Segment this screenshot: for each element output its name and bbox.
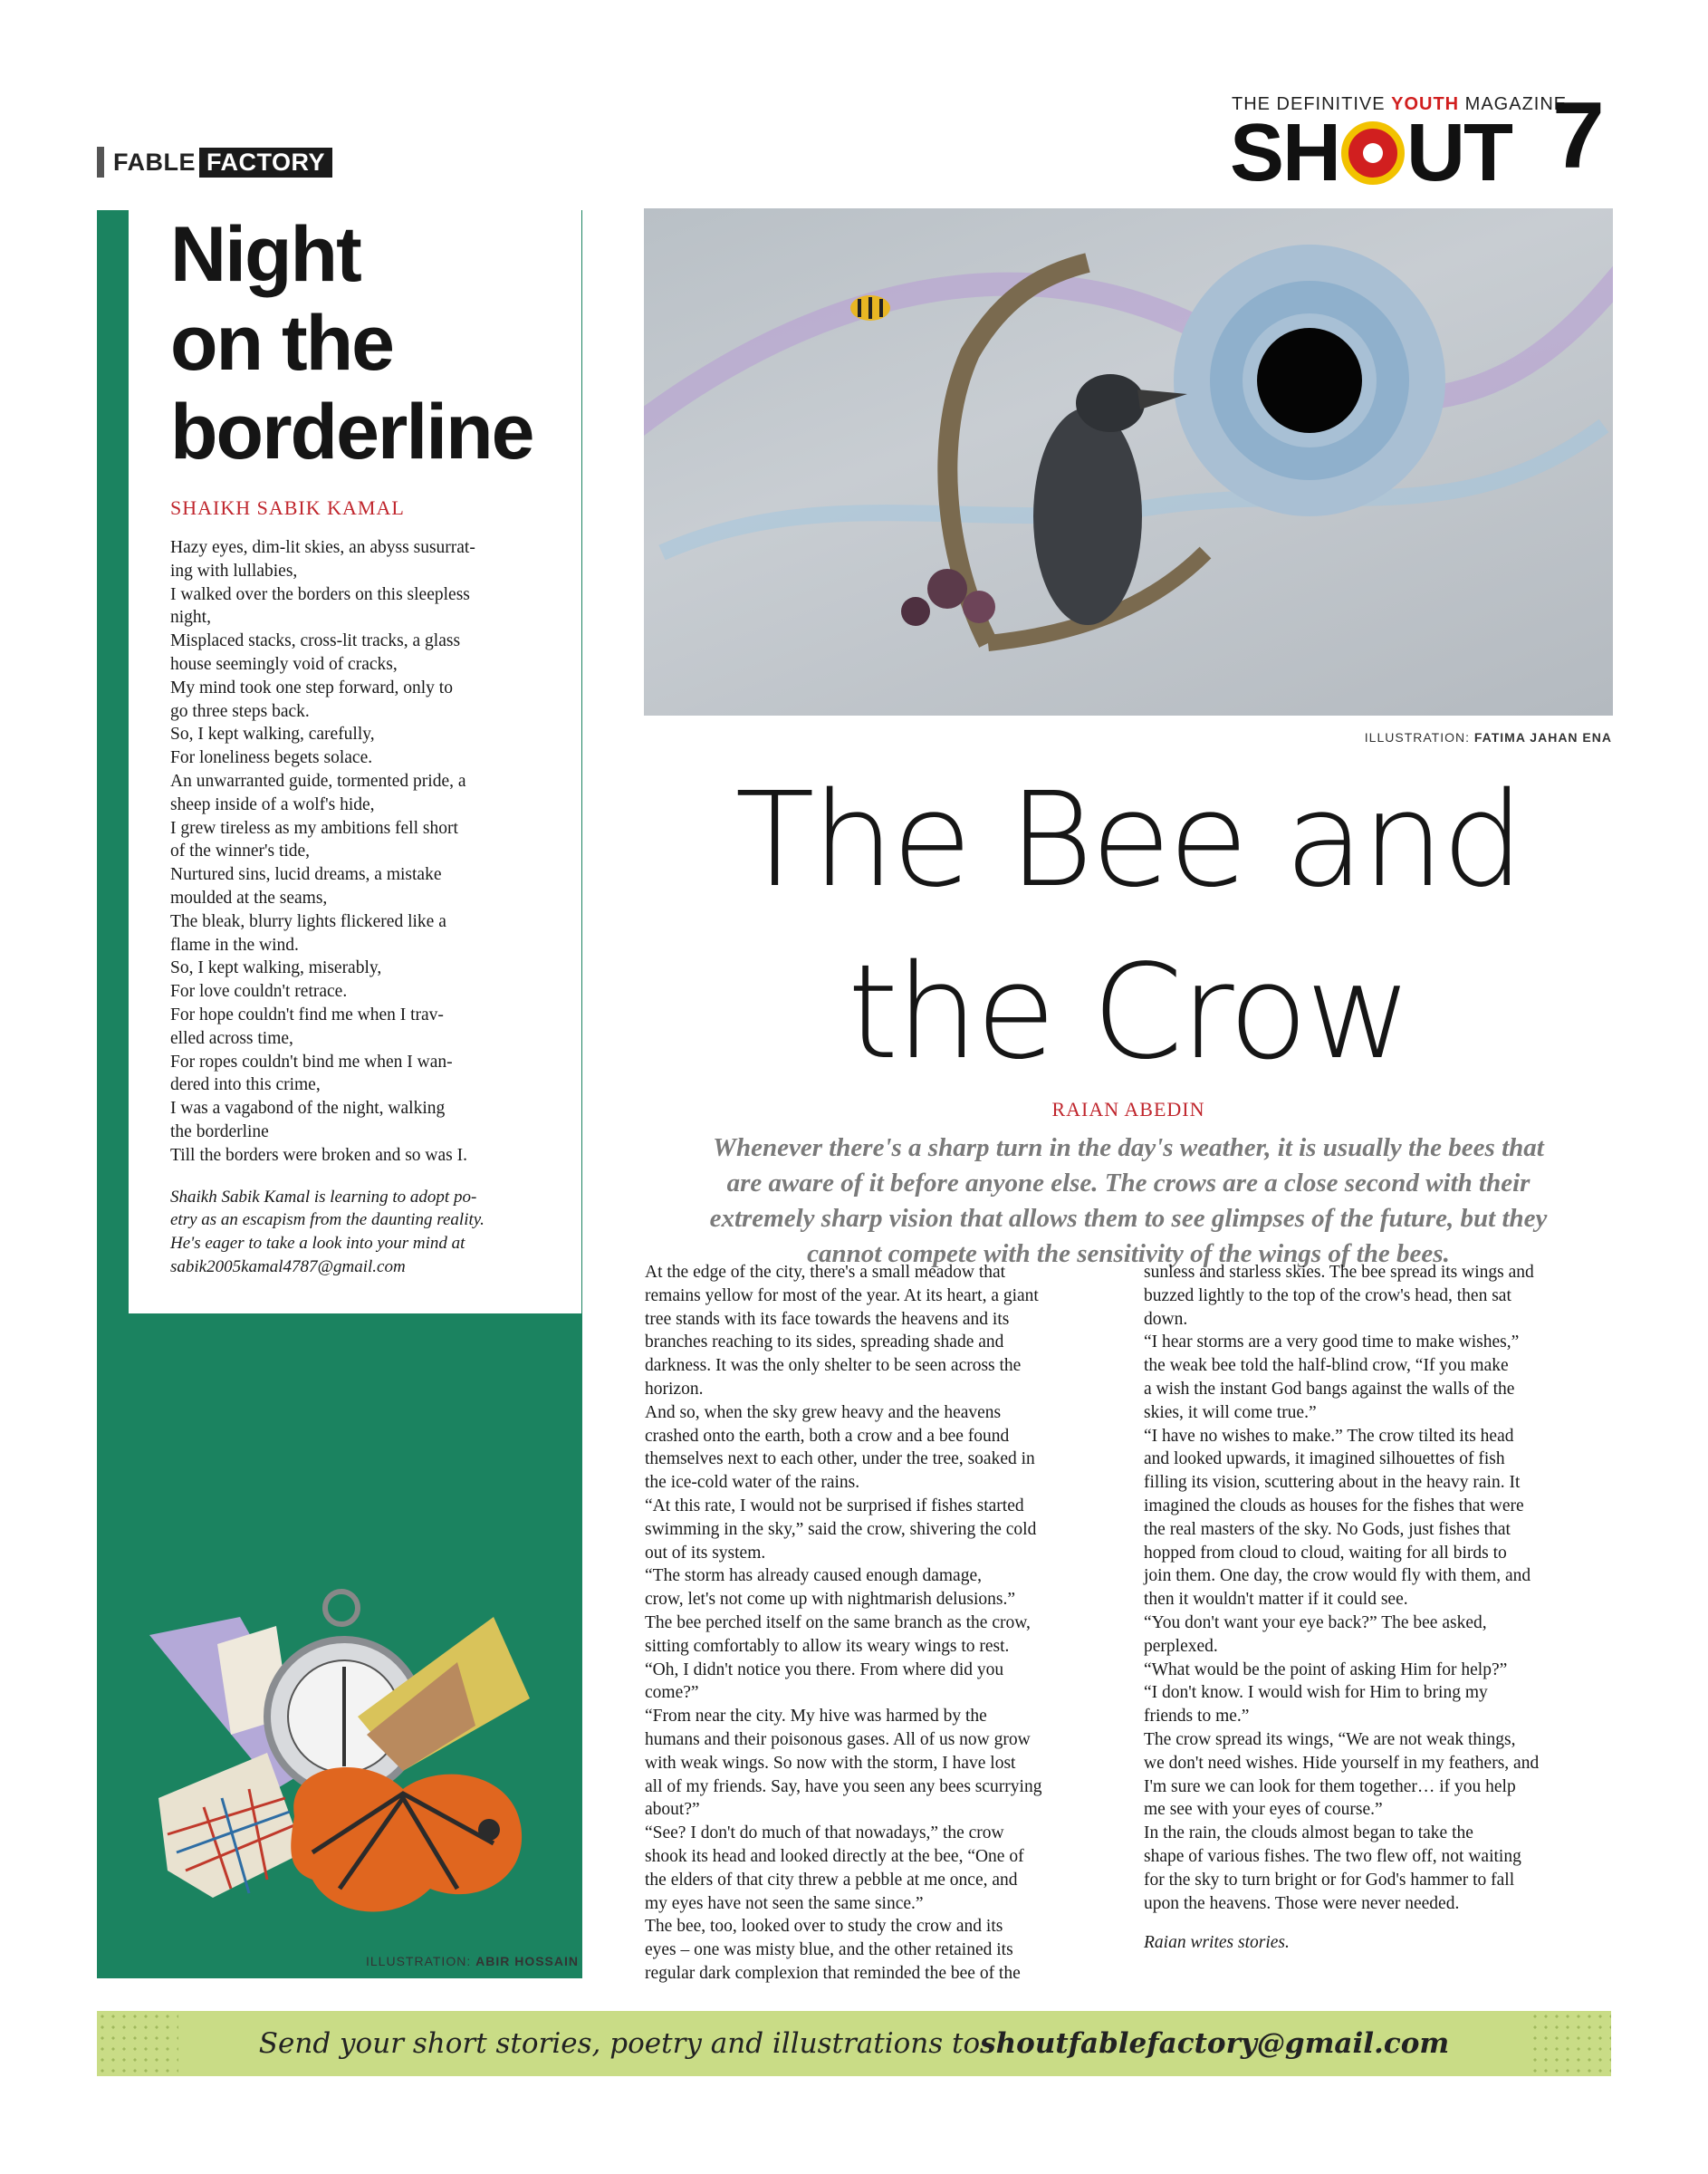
poem-bio-line: Shaikh Sabik Kamal is learning to adopt po- [170, 1187, 477, 1207]
story-line: remains yellow for most of the year. At its heart, a giant [645, 1285, 1039, 1305]
story-title [644, 754, 1613, 1098]
story-line: “See? I don't do much of that nowadays,” the crow [645, 1823, 1004, 1843]
poem-line: elled across time, [170, 1028, 293, 1048]
story-line: we don't need wishes. Hide yourself in my feathers, and [1144, 1753, 1540, 1773]
tagline-highlight: YOUTH [1391, 94, 1460, 114]
story-line: The bee, too, looked over to study the crow and its [645, 1917, 1003, 1937]
section-tag [97, 147, 332, 178]
logo-part-1: SH [1230, 108, 1340, 198]
story-line: imagined the clouds as houses for the fishes that were [1144, 1496, 1524, 1515]
story-line: out of its system. [645, 1543, 766, 1563]
story-column-2 [1144, 1261, 1622, 1955]
story-line: In the rain, the clouds almost began to take the [1144, 1823, 1473, 1843]
banner-texture [97, 2011, 178, 2076]
story-line: themselves next to each other, under the tree, soaked in [645, 1449, 1035, 1469]
story-line: “You don't want your eye back?” The bee asked, [1144, 1612, 1487, 1632]
story-column-1 [645, 1261, 1123, 1986]
story-line: horizon. [645, 1379, 704, 1399]
story-illustration [644, 208, 1613, 716]
story-line: regular dark complexion that reminded the bee of the [645, 1963, 1021, 1983]
story-line: shook its head and looked directly at the bee, “One of [645, 1846, 1024, 1866]
banner-email-link[interactable]: shoutfablefactory@gmail.com [980, 2027, 1450, 2060]
flower-icon-2 [963, 591, 995, 623]
story-line: and looked upwards, it imagined silhouettes of fish [1144, 1449, 1505, 1469]
story-line: “I don't know. I would wish for Him to bring my [1144, 1683, 1488, 1703]
story-line: And so, when the sky grew heavy and the heavens [645, 1402, 1002, 1422]
poem-author: SHAIKH SABIK KAMAL [170, 496, 405, 519]
poem-line: I was a vagabond of the night, walking [170, 1099, 446, 1119]
poem-line: So, I kept walking, carefully, [170, 725, 375, 745]
story-line: branches reaching to its sides, spreading shade and [645, 1332, 1004, 1352]
story-line: The bee perched itself on the same branch as the crow, [645, 1612, 1031, 1632]
story-line: for the sky to turn bright or for God's hammer to fall [1144, 1870, 1515, 1890]
story-line: “The storm has already caused enough damage, [645, 1566, 982, 1586]
story-line: crow, let's not come up with nightmarish delusions.” [645, 1590, 1015, 1610]
poem-line: dered into this crime, [170, 1075, 321, 1095]
story-line: swimming in the sky,” said the crow, shivering the cold [645, 1519, 1037, 1539]
story-line: “At this rate, I would not be surprised if fishes started [645, 1496, 1024, 1515]
poem-author-bio [170, 1186, 581, 1279]
story-intro-line: extremely sharp vision that allows them to see glimpses of the future, but they [709, 1204, 1548, 1233]
poem-body [170, 536, 581, 1168]
story-intro-line: cannot compete with the sensitivity of the wings of the bees. [807, 1239, 1450, 1268]
credit-label: ILLUSTRATION: [366, 1954, 476, 1968]
poem-line: go three steps back. [170, 701, 310, 721]
collage-illustration [131, 1581, 539, 1925]
story-line: the ice-cold water of the rains. [645, 1473, 860, 1493]
story-line: a wish the instant God bangs against the walls of the [1144, 1379, 1515, 1399]
banner-texture [1530, 2011, 1611, 2076]
butterfly-spot [478, 1819, 500, 1841]
poem-line: The bleak, blurry lights flickered like a [170, 911, 446, 931]
poem-box [129, 210, 581, 1313]
poem-line: sheep inside of a wolf's hide, [170, 794, 375, 814]
story-line: eyes – one was misty blue, and the other retained its [645, 1940, 1013, 1960]
poem-title-line: on the [170, 300, 393, 387]
section-bar [97, 147, 104, 178]
poem-line: For hope couldn't find me when I trav- [170, 1005, 444, 1024]
poem-line: I grew tireless as my ambitions fell short [170, 818, 458, 838]
story-line: hopped from cloud to cloud, waiting for all birds to [1144, 1543, 1507, 1563]
crow-head-icon [1076, 374, 1145, 432]
story-line: “I have no wishes to make.” The crow tilted its head [1144, 1426, 1514, 1446]
story-title-line: the Crow [847, 936, 1410, 1088]
story-line: darkness. It was the only shelter to be seen across the [645, 1356, 1022, 1376]
poem-bio-line: etry as an escapism from the daunting reality. [170, 1210, 485, 1230]
story-line: then it wouldn't matter if it could see. [1144, 1590, 1408, 1610]
poem-line: Hazy eyes, dim-lit skies, an abyss susurrat- [170, 538, 475, 557]
story-line: down. [1144, 1309, 1188, 1329]
story-line: At the edge of the city, there's a small meadow that [645, 1263, 1006, 1282]
logo-eye-icon [1341, 121, 1405, 185]
credit-label: ILLUSTRATION: [1364, 730, 1474, 745]
poem-line: of the winner's tide, [170, 842, 311, 861]
poem-line: I walked over the borders on this sleepless [170, 584, 470, 604]
story-line: crashed onto the earth, both a crow and a bee found [645, 1426, 1010, 1446]
page-number: 7 [1552, 83, 1605, 188]
story-line: skies, it will come true.” [1144, 1402, 1317, 1422]
poem-line: For love couldn't retrace. [170, 982, 348, 1002]
story-line: join them. One day, the crow would fly with them, and [1144, 1566, 1531, 1586]
story-intro-line: are aware of it before anyone else. The crows are a close second with their [726, 1169, 1530, 1198]
story-line: perplexed. [1144, 1636, 1218, 1656]
story-line: friends to me.” [1144, 1707, 1250, 1727]
story-intro-line: Whenever there's a sharp turn in the day's weather, it is usually the bees that [713, 1133, 1544, 1162]
story-line: humans and their poisonous gases. All of us now grow [645, 1729, 1031, 1749]
story-line: all of my friends. Say, have you seen any bees scurrying [645, 1776, 1042, 1796]
poem-line: My mind took one step forward, only to [170, 678, 453, 697]
story-line: The crow spread its wings, “We are not weak things, [1144, 1729, 1516, 1749]
compass-ring [325, 1592, 358, 1624]
story-line: filling its vision, scuttering about in the heavy rain. It [1144, 1473, 1521, 1493]
story-line: with weak wings. So now with the storm, I have lost [645, 1753, 1016, 1773]
story-line: I'm sure we can look for them together… if you help [1144, 1776, 1516, 1796]
story-author: RAIAN ABEDIN [1051, 1098, 1205, 1121]
poem-line: moulded at the seams, [170, 888, 328, 908]
crow-eye-artwork [644, 208, 1613, 716]
story-line: the weak bee told the half-blind crow, “If you make [1144, 1356, 1509, 1376]
story-intro [644, 1130, 1613, 1272]
story-line: “I hear storms are a very good time to make wishes,” [1144, 1332, 1520, 1352]
poem-bio-line: sabik2005kamal4787@gmail.com [170, 1256, 406, 1276]
credit-name: ABIR HOSSAIN [475, 1954, 579, 1968]
story-line: about?” [645, 1800, 700, 1820]
poem-line: Till the borders were broken and so was I. [170, 1145, 468, 1165]
story-line: the real masters of the sky. No Gods, just fishes that [1144, 1519, 1511, 1539]
crow-body-icon [1033, 408, 1142, 625]
story-line: sitting comfortably to allow its weary wings to rest. [645, 1636, 1010, 1656]
story-title-line: The Bee and [734, 764, 1522, 916]
poem-line: For ropes couldn't bind me when I wan- [170, 1052, 453, 1072]
story-line: “Oh, I didn't notice you there. From where did you [645, 1659, 1004, 1679]
shout-logo [1230, 108, 1512, 198]
poem-title-line: borderline [170, 389, 533, 476]
poem-line: the borderline [170, 1121, 269, 1141]
story-line: me see with your eyes of course.” [1144, 1800, 1383, 1820]
story-line: upon the heavens. Those were never needed. [1144, 1893, 1460, 1913]
story-line: buzzed lightly to the top of the crow's head, then sat [1144, 1285, 1511, 1305]
poem-line: house seemingly void of cracks, [170, 654, 398, 674]
story-line: come?” [645, 1683, 699, 1703]
poem-line: Misplaced stacks, cross-lit tracks, a glass [170, 631, 461, 651]
poem-title [170, 210, 581, 476]
story-line: the elders of that city threw a pebble at me once, and [645, 1870, 1018, 1890]
poem-title-line: Night [170, 211, 360, 298]
poem-line: night, [170, 608, 211, 628]
flower-icon-3 [901, 597, 930, 626]
poem-line: An unwarranted guide, tormented pride, a [170, 771, 466, 791]
poem-line: ing with lullabies, [170, 561, 298, 581]
story-line: shape of various fishes. The two flew off, not waiting [1144, 1846, 1521, 1866]
tagline-pre: THE DEFINITIVE [1232, 94, 1392, 114]
poem-line: So, I kept walking, miserably, [170, 958, 382, 978]
section-word-1: FABLE [113, 148, 197, 176]
story-line: tree stands with its face towards the heavens and its [645, 1309, 1010, 1329]
story-illustration-credit [1177, 730, 1612, 745]
poem-line: For loneliness begets solace. [170, 748, 373, 768]
story-line: “From near the city. My hive was harmed by the [645, 1707, 987, 1727]
story-line: “What would be the point of asking Him for help?” [1144, 1659, 1508, 1679]
story-author-bio: Raian writes stories. [1144, 1933, 1290, 1953]
submission-banner [97, 2011, 1611, 2076]
poem-illustration-credit [97, 1954, 582, 1968]
story-line: my eyes have not seen the same since.” [645, 1893, 924, 1913]
eye-pupil-icon [1257, 328, 1362, 433]
poem-bio-line: He's eager to take a look into your mind at [170, 1234, 465, 1254]
logo-part-2: UT [1406, 108, 1512, 198]
credit-name: FATIMA JAHAN ENA [1473, 730, 1612, 745]
poem-line: flame in the wind. [170, 935, 299, 955]
tagline-post: MAGAZINE [1459, 94, 1568, 114]
banner-text: Send your short stories, poetry and illustrations to [258, 2027, 981, 2060]
story-line: sunless and starless skies. The bee spread its wings and [1144, 1263, 1534, 1282]
poem-line: Nurtured sins, lucid dreams, a mistake [170, 865, 442, 885]
section-word-2: FACTORY [199, 148, 332, 178]
flower-icon [927, 569, 967, 609]
